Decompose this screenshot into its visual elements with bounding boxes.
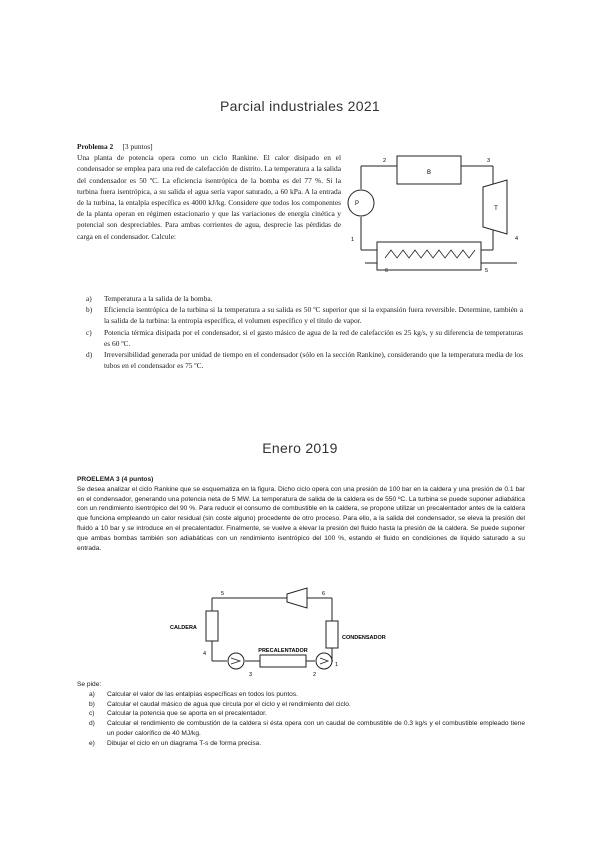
node-5-label: 5	[221, 591, 225, 597]
condensador-label: CONDENSADOR	[342, 635, 386, 641]
problem2-statement: Una planta de potencia opera como un ciclo Rankine. El calor disipado en el condensador se emplea para una red de calefacción de distrito. La temperatura a la salida del condensador es 50 ºC. La eficiencia isentrópica de la bomba es del 77 %. Si la turbina fuera isentrópica, a su salida el agua sería vapor saturado, a 60 kPa. A la entrada de la turbina, la entalpía específica es 4000 kJ/kg. Considere que todos los componentes de la planta operan en régimen estacionario y que las variaciones de energía cinética y potencial son despreciables. Para ambas corrientes de agua, desprecie las pérdidas de carga en el condensador. Calcule:	[77, 153, 341, 241]
list-item: b) Calcular el caudal másico de agua que circula por el ciclo y el rendimiento del ciclo.	[89, 700, 351, 708]
pump-label: P	[355, 201, 360, 207]
list-item: d) Irreversibilidad generada por unidad de tiempo en el condensador (sólo en la sección Rankine), considerando que la temperatura media de los tubos en el condensador es 75 ºC.	[86, 350, 523, 371]
problem2-block	[77, 141, 341, 242]
se-pide-label: Se pide:	[77, 681, 102, 688]
node-4-label: 4	[515, 236, 519, 242]
turbine-label: T	[494, 206, 498, 212]
problem3-heading: PROELEMA 3 (4 puntos)	[77, 476, 154, 483]
list-item: e) Dibujar el ciclo en un diagrama T-s de forma precisa.	[89, 739, 262, 747]
node-1-label: 1	[335, 662, 339, 668]
list-item: b) Eficiencia isentrópica de la turbina si la temperatura a su salida es 50 ºC superior que si la expansión fuera reversible. Determine, también a la salida de la turbina: la entropía específica, el volumen específico y el título de vapor.	[86, 305, 523, 326]
pump-circle	[348, 190, 374, 216]
section1-title: Parcial industriales 2021	[219, 98, 381, 114]
node-2-label: 2	[383, 158, 387, 164]
rankine-diagram-2	[165, 586, 410, 678]
node-4-label: 4	[203, 651, 207, 657]
problem3-questions	[77, 680, 525, 749]
list-item: a) Calcular el valor de las entalpías específicas en todos los puntos.	[89, 690, 298, 698]
condensador-box	[326, 621, 338, 648]
section2-title: Enero 2019	[262, 440, 338, 456]
problem3-statement: Se desea analizar el ciclo Rankine que se esquematiza en la figura. Dicho ciclo opera con una presión de 100 bar en la caldera y una presión de 0.1 bar en el condensador, generando una potencia neta de 5 MW. La temperatura de salida de la caldera es de 550 ºC. La turbina se puede suponer adiabática con un rendimiento isentrópico del 90 %. Para reducir el consumo de combustible en la caldera, se propone utilizar un precalentador antes de la caldera que funciona empleando un calor residual (sin coste alguno) procedente de otro proceso. Para ello, a la salida del condensador, se eleva la presión del fluido a 10 bar y se introduce en el precalentador. Finalmente, se vuelve a elevar la presión del fluido hasta la presión de la caldera. Se puede suponer que ambas bombas también son adiabáticas con un rendimiento isentrópico del 100 %, estando el fluido en condiciones de líquido saturado a su entrada.	[77, 485, 525, 552]
problem2-heading	[77, 141, 341, 152]
node-1-label: 1	[351, 237, 355, 243]
problem2-items	[86, 293, 523, 371]
list-item: d) Calcular el rendimiento de combustión de la caldera si ésta opera con un caudal de combustible de 0.3 kg/s y el combustible empleado tiene un poder calorífico de 40 MJ/kg.	[89, 720, 525, 737]
list-item: a) Temperatura a la salida de la bomba.	[86, 294, 213, 303]
caldera-box	[206, 611, 218, 641]
precalentador-box	[260, 655, 306, 667]
boiler-label: B	[426, 170, 432, 176]
node-3-label: 3	[487, 158, 491, 164]
turbine2-shape	[287, 588, 307, 608]
node-6-label: 6	[322, 591, 326, 597]
node-2-label: 2	[313, 672, 317, 678]
condenser-box	[377, 242, 481, 270]
list-item: c) Potencia térmica disipada por el condensador, si el gasto másico de agua de la red de calefacción es 25 kg/s, y su diferencia de temperaturas es 60 ºC.	[86, 327, 523, 348]
problem3-block	[77, 475, 525, 553]
pump-left-circle	[228, 653, 244, 669]
pump-right-circle	[316, 653, 332, 669]
caldera-label: CALDERA	[170, 625, 197, 631]
node-3-label: 3	[249, 672, 253, 678]
problem2-label: Problema 2	[77, 142, 114, 151]
node-5-label: 5	[485, 268, 489, 274]
precalentador-label: PRECALENTADOR	[258, 648, 308, 654]
list-item: c) Calcular la potencia que se aporta en el precalentador.	[89, 710, 267, 718]
problem2-points: [3 puntos]	[122, 142, 153, 151]
node-6-label: 6	[385, 268, 389, 274]
rankine-diagram-1	[345, 152, 535, 274]
